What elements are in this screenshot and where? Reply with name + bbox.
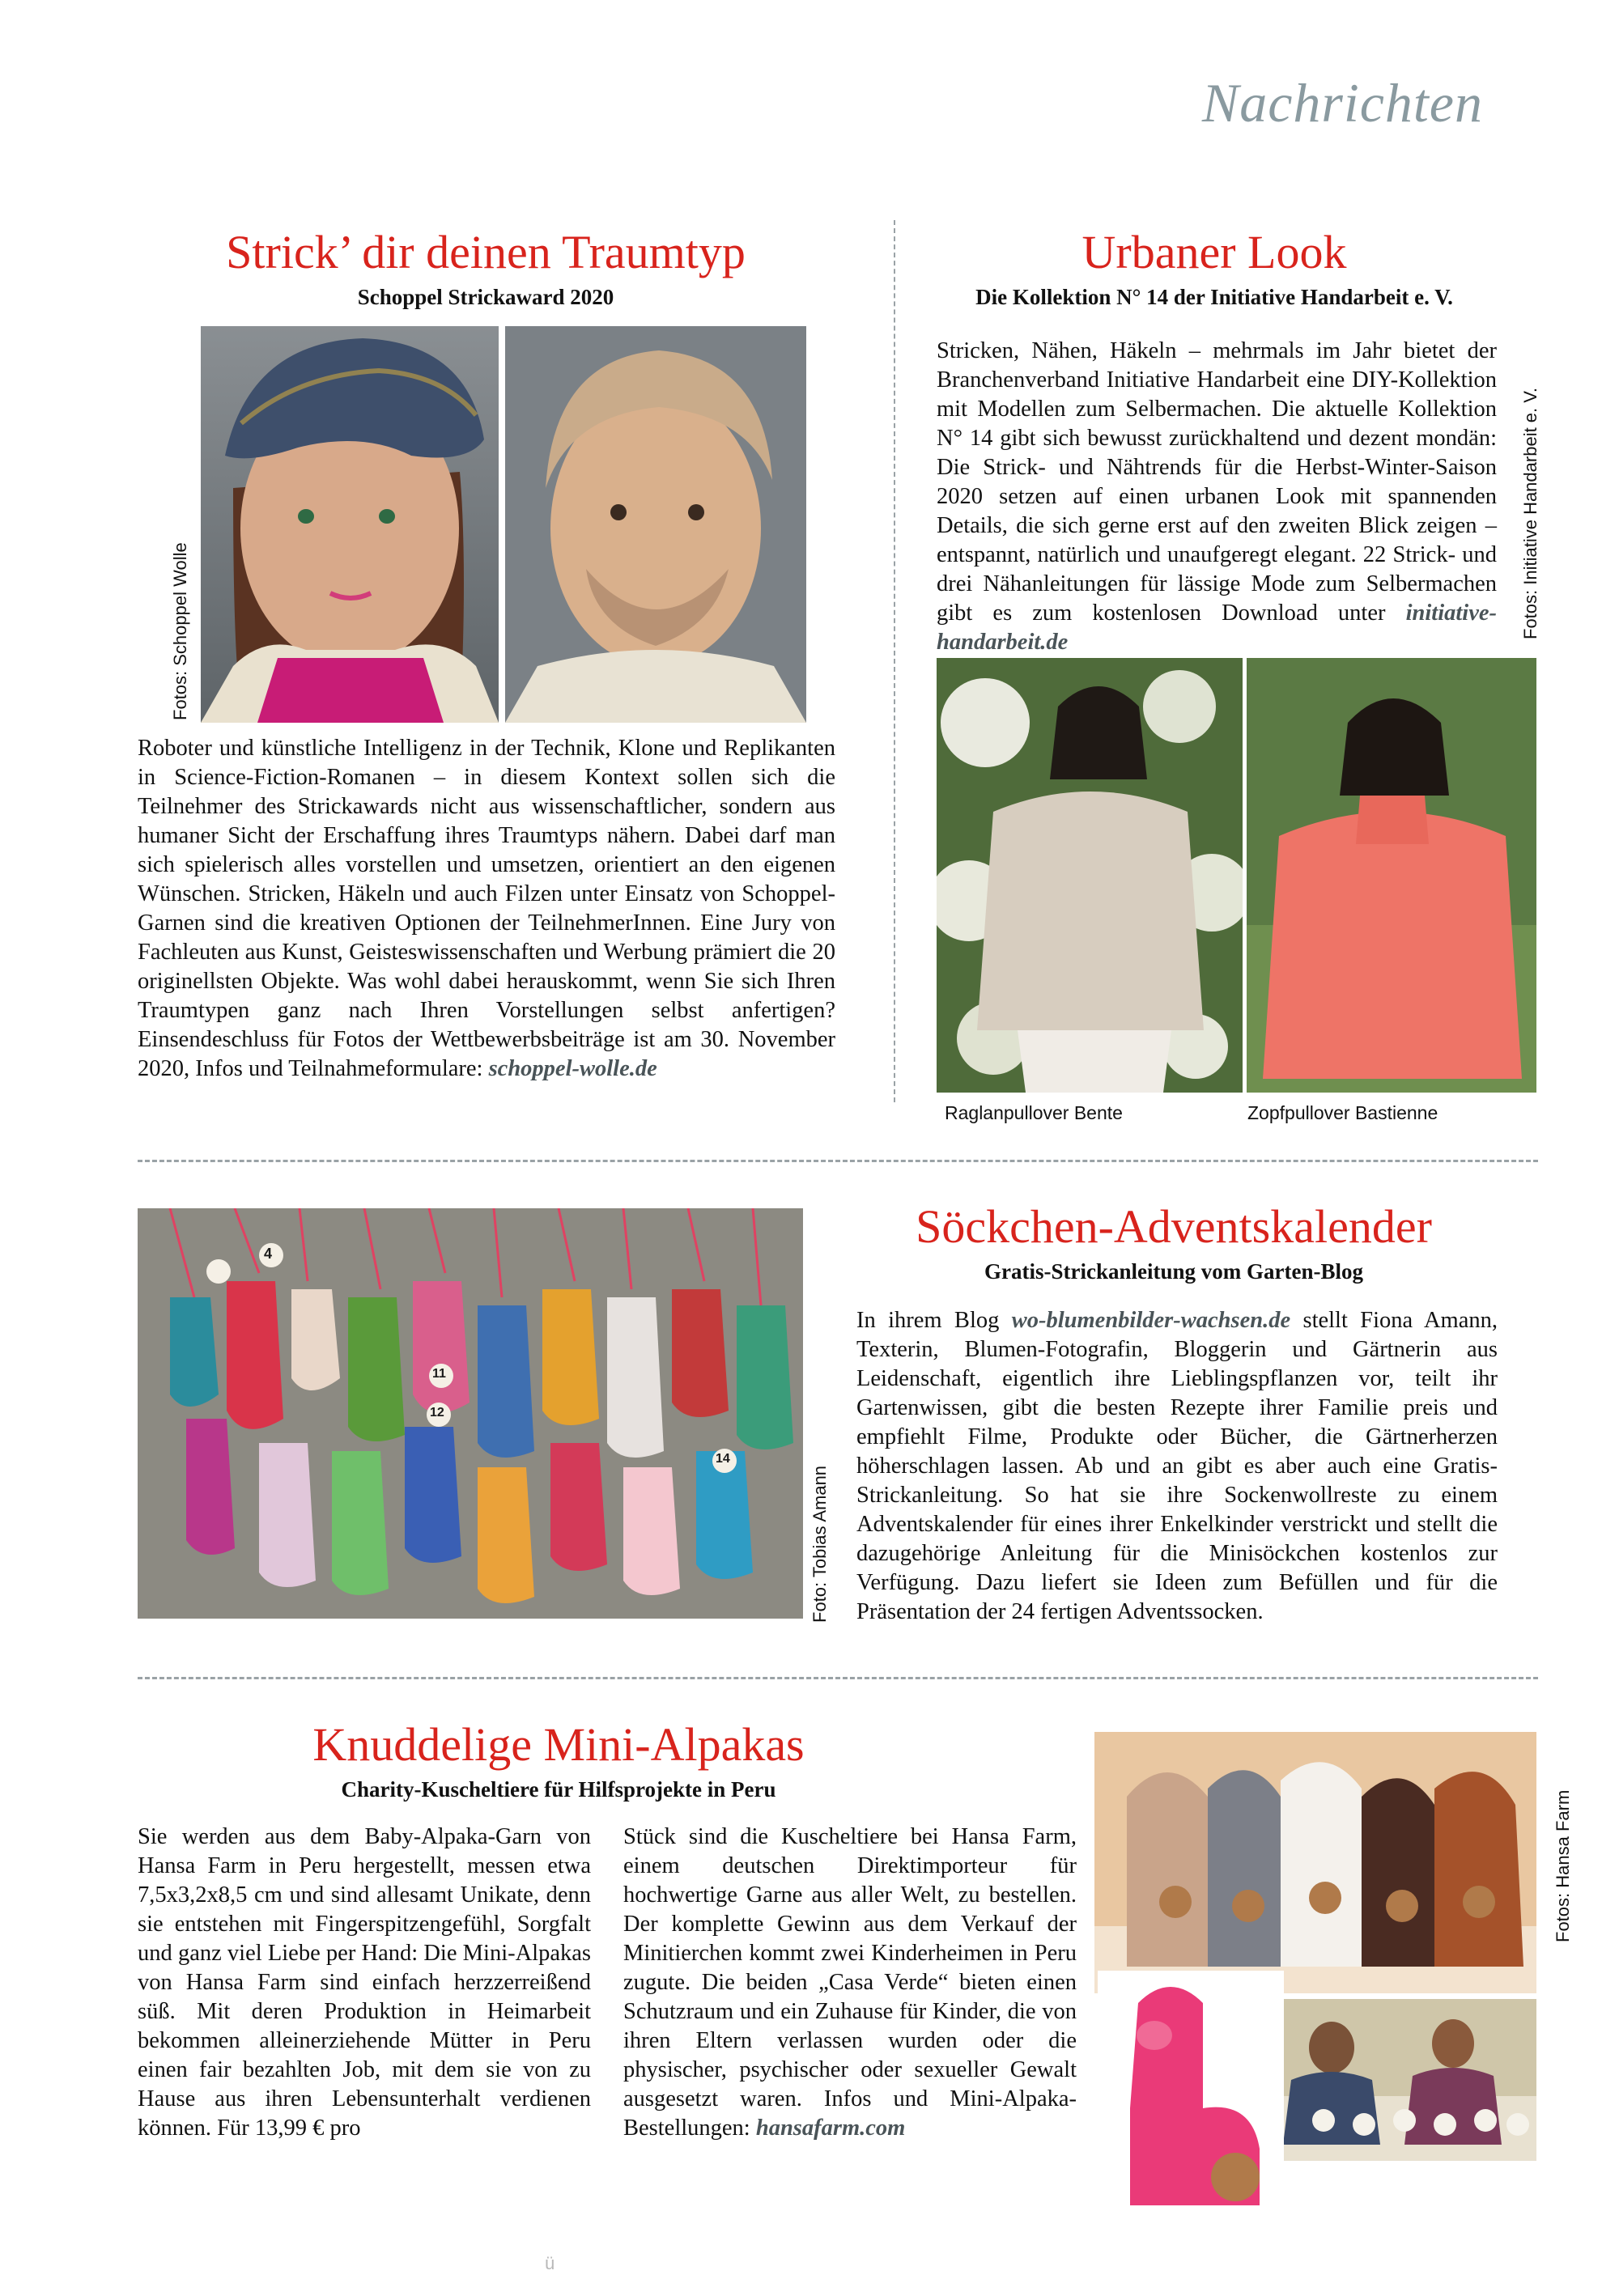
article3-body	[856, 1306, 1498, 1627]
article1-headline: Strick’ dir deinen Traumtyp	[226, 226, 746, 278]
pink-alpaca-photo	[1098, 1971, 1284, 2238]
sock-tag: 4	[264, 1246, 273, 1262]
sock-tag: 12	[430, 1406, 444, 1420]
article1-subhead: Schoppel Strickaward 2020	[357, 285, 614, 309]
article2-headline: Urbaner Look	[1081, 226, 1347, 278]
article4-col1: Sie werden aus dem Baby-Alpaka-Garn von Hansa Farm in Peru hergestellt, messen etwa 7,5x3,2x8,5 cm und sind allesamt Unikate, denn sie entstehen mit Fingerspitzengefühl, Sorgfalt und ganz viel Liebe per Hand: Die Mini-Alpakas von Hansa Farm sind einfach herzzerreißend süß. Mit deren Produktion in Heimarbeit bekommen alleinerziehende Mütter in Peru einen fair bezahlten Job, mit dem sie von zu Hause aus ihren Lebensunterhalt verdienen können. Für 13,99 € pro	[138, 1824, 591, 2141]
article3-body-text: stellt Fiona Amann, Texterin, Blumen-Fotografin, Bloggerin und Gärtnerin aus Leidenschaft, eigentlich ihre Lieblingspflanzen vor, teilt ihr Gartenwissen, gibt die besten Rezepte ihrer Familie preis und empfiehlt Filme, Produkte oder Bücher, die Gärtnerherzen höherschlagen lassen. Ab und an gibt es aber auch eine Gratis-Strickanleitung. So hat sie ihre Sockenwollreste zu einem Adventskalender für eines ihrer Enkelkinder verstrickt und stellt die dazugehörige Anleitung für die Minisöckchen kostenlos zur Verfügung. Dazu liefert sie Ideen zum Befüllen und für die Präsentation der 24 fertigen Adventssocken.	[856, 1308, 1498, 1624]
article3-photo-credit: Foto: Tobias Amann	[810, 1465, 830, 1623]
article4-col2-text: Stück sind die Kuscheltiere bei Hansa Farm, einem deutschen Direktimporteur für hochwertige Garne aus aller Welt, zu bestellen. Der komplette Gewinn aus dem Verkauf der Minitierchen kommt zwei Kinderheimen in Peru zugute. Die beiden „Casa Verde“ bieten einen Schutzraum und ein Zuhause für Kinder, die von ihren Eltern verlassen wurden oder die physischer, psychischer oder sexueller Gewalt ausgesetzt waren. Infos und Mini-Alpaka-Bestellungen:	[623, 1824, 1077, 2141]
page-mark: ü	[545, 2253, 555, 2273]
sock-tag: 11	[432, 1367, 446, 1381]
article2-body	[937, 337, 1497, 657]
doll-photo-male	[505, 326, 806, 723]
article1-body	[138, 734, 835, 1084]
caption-cable: Zopfpullover Bastienne	[1247, 1102, 1438, 1123]
section-divider	[138, 1677, 1538, 1679]
article1-link[interactable]: schoppel-wolle.de	[488, 1056, 657, 1081]
cable-sweater-photo	[1247, 658, 1536, 1093]
sock-tag: 14	[716, 1452, 730, 1466]
article3-link[interactable]: wo-blumenbilder-wachsen.de	[1011, 1308, 1291, 1333]
article2-photo-credit: Fotos: Initiative Handarbeit e. V.	[1520, 387, 1540, 639]
article4-col2	[623, 1823, 1077, 2143]
article3-headline: Söckchen-Adventskalender	[916, 1200, 1432, 1253]
advent-socks-photo	[138, 1208, 803, 1619]
raglan-sweater-photo	[937, 658, 1243, 1093]
alpaca-group-photo	[1094, 1732, 1536, 1993]
knitting-women-photo	[1275, 1999, 1536, 2161]
doll-photo-female	[201, 326, 499, 723]
article2-subhead: Die Kollektion N° 14 der Initiative Handarbeit e. V.	[975, 285, 1453, 309]
column-divider	[894, 220, 895, 1102]
article1-body-text: Roboter und künstliche Intelligenz in der Technik, Klone und Replikanten in Science-Fiction-Romanen – in diesem Kontext sollen sich die Teilnehmer des Strickawards nicht aus wissenschaftlicher, sondern aus humaner Sicht der Erschaffung ihres Traumtyps nähern. Dabei darf man sich spielerisch alles vorstellen und umsetzen, orientiert an den eigenen Wünschen. Stricken, Häkeln und auch Filzen unter Einsatz von Schoppel-Garnen sind die kreativen Optionen der TeilnehmerInnen. Eine Jury von Fachleuten aus Kunst, Geisteswissenschaften und Werbung prämiert die 20 originellsten Objekte. Was wohl dabei herauskommt, wenn Sie sich Ihren Traumtypen ganz nach Ihren Vorstellungen selbst anfertigen? Einsendeschluss für Fotos der Wettbewerbsbeiträge ist am 30. November 2020, Infos und Teilnahmeformulare:	[138, 736, 835, 1081]
article2-body-text: Stricken, Nähen, Häkeln – mehrmals im Jahr bietet der Branchenverband Initiative Handarbeit eine DIY-Kollektion mit Modellen zum Selbermachen. Die aktuelle Kollektion N° 14 gibt sich bewusst zurückhaltend und dezent mondän: Die Strick- und Nähtrends für die Herbst-Winter-Saison 2020 setzen auf einen urbanen Look mit spannenden Details, die sich gerne erst auf den zweiten Blick zeigen – entspannt, natürlich und unaufgeregt elegant. 22 Strick- und drei Nähanleitungen für lässige Mode zum Selbermachen gibt es zum kostenlosen Download unter	[937, 338, 1497, 626]
article4-headline: Knuddelige Mini-Alpakas	[312, 1718, 805, 1771]
section-title: Nachrichten	[1201, 72, 1483, 134]
section-divider	[138, 1160, 1538, 1162]
article2-link[interactable]: initiative-handarbeit.de	[937, 601, 1497, 655]
article3-subhead: Gratis-Strickanleitung vom Garten-Blog	[984, 1259, 1363, 1284]
caption-raglan: Raglanpullover Bente	[945, 1102, 1123, 1123]
article4-subhead: Charity-Kuscheltiere für Hilfsprojekte in Peru	[341, 1777, 776, 1802]
article3-body-text: In ihrem Blog	[856, 1308, 1012, 1333]
article1-photo-credit: Fotos: Schoppel Wolle	[170, 542, 190, 720]
article4-photo-credit: Fotos: Hansa Farm	[1553, 1789, 1573, 1942]
article4-link[interactable]: hansafarm.com	[755, 2116, 906, 2141]
